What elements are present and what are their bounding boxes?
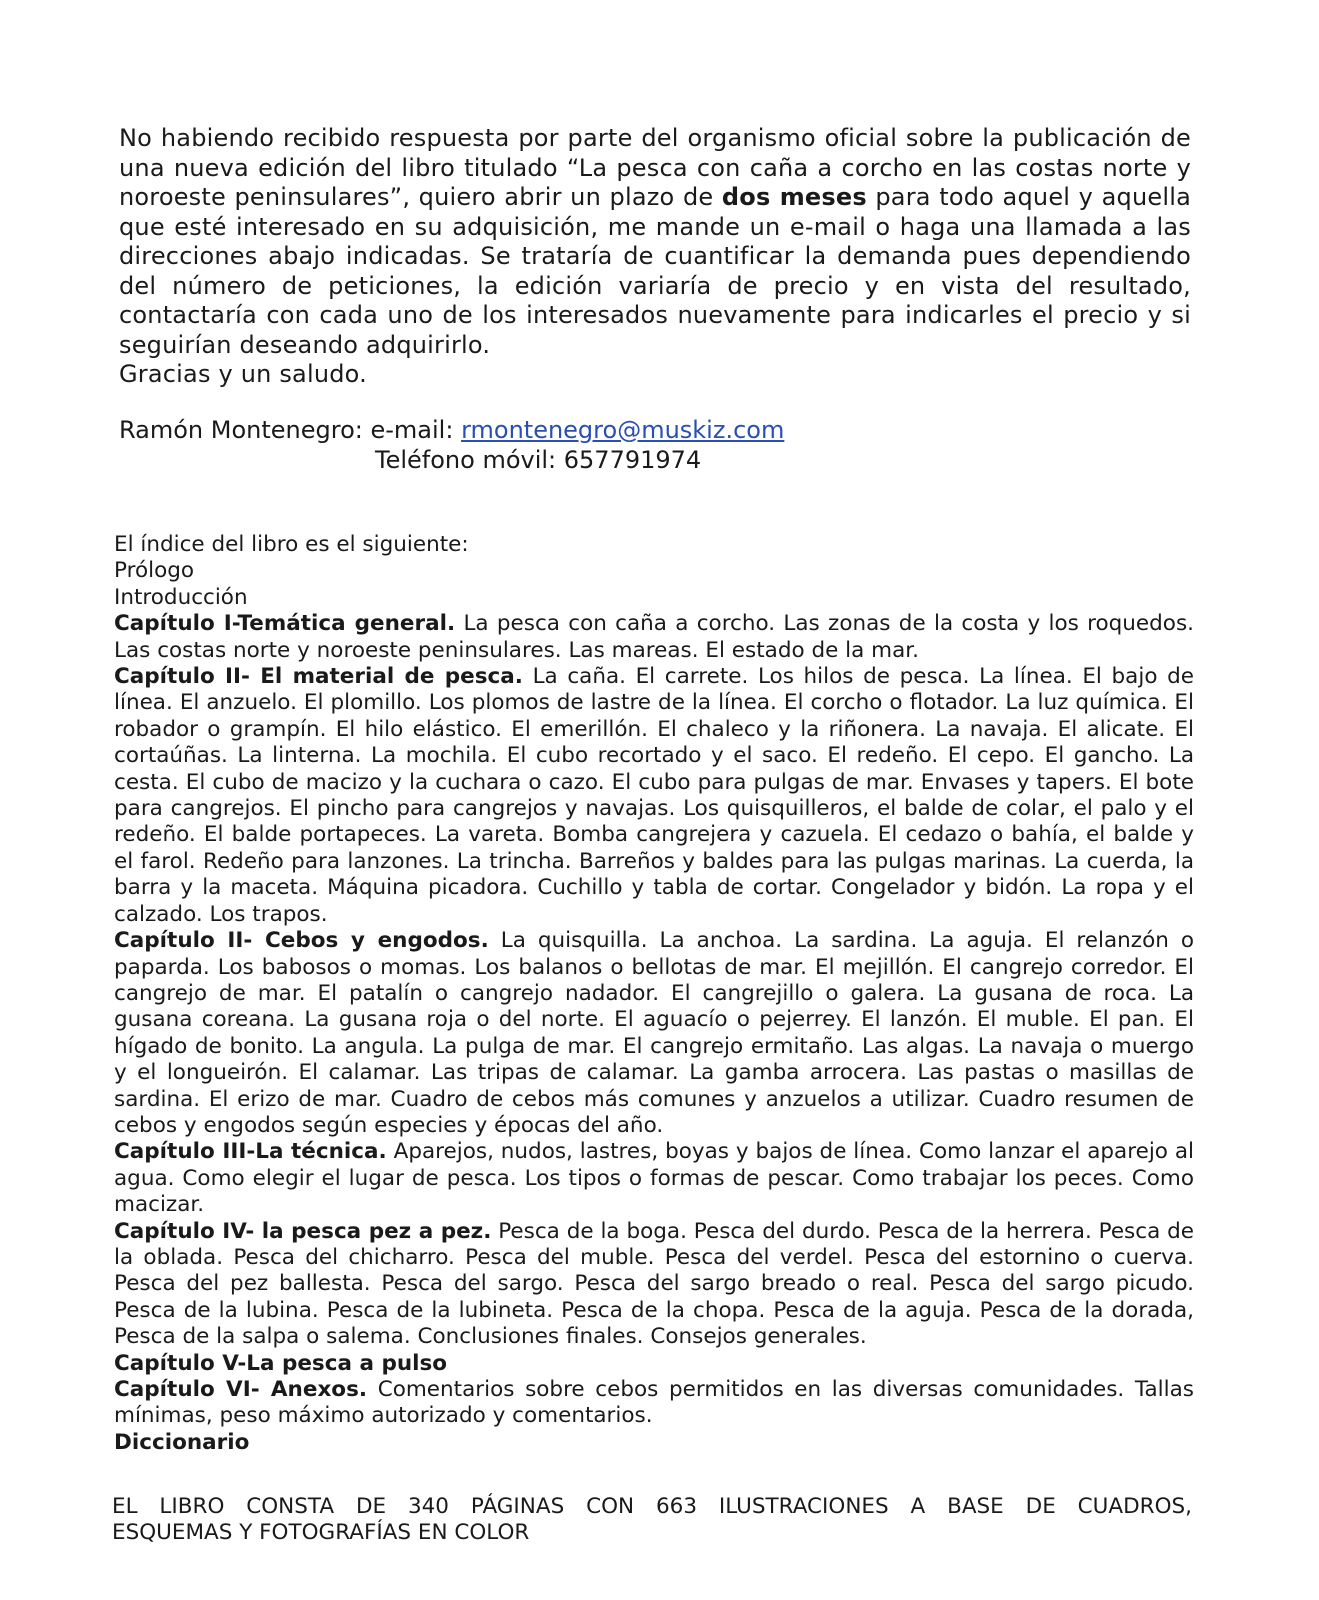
chapter-4 — [114, 1219, 1194, 1351]
chapter-6 — [114, 1377, 1194, 1430]
contact-phone-row — [119, 446, 784, 476]
book-summary — [112, 1494, 1192, 1547]
contact-name-label: Ramón Montenegro: e-mail: — [119, 416, 454, 444]
announcement-intro: No habiendo recibido respuesta por parte del organismo oficial sobre la publicación de una nueva edición del libro titulado “La pesca con caña a corcho en las costas norte y noroeste peninsulares”, quiero abrir un plazo de — [119, 124, 1191, 211]
announcement-paragraph — [119, 124, 1191, 360]
chapter-contents: La pesca con caña a corcho. Las zonas de la costa y los roquedos. Las costas norte y noroeste peninsulares. Las mareas. El estado de la mar. — [114, 611, 1194, 663]
chapter-title: Capítulo III-La técnica. — [114, 1139, 387, 1165]
chapter-2-bait — [114, 928, 1194, 1139]
phone-number: 657791974 — [563, 445, 702, 474]
closing-greeting: Gracias y un saludo. — [119, 360, 367, 388]
summary-line-1: EL LIBRO CONSTA DE 340 PÁGINAS CON 663 ILUSTRACIONES A BASE DE CUADROS, — [112, 1494, 1192, 1519]
phone-label: Teléfono móvil: — [375, 445, 557, 474]
chapter-contents: Aparejos, nudos, lastres, boyas y bajos de línea. Como lanzar el aparejo al agua. Como elegir el lugar de pesca. Los tipos o formas de pescar. Como trabajar los peces. Como macizar. — [114, 1139, 1195, 1218]
chapter-title: Capítulo II- El material de pesca. — [114, 664, 523, 690]
dictionary-entry — [114, 1430, 1194, 1456]
chapter-contents: Pesca de la boga. Pesca del durdo. Pesca de la herrera. Pesca de la oblada. Pesca del chicharro. Pesca del muble. Pesca del verdel. Pesca del estornino o cuerva. Pesca del pez ballesta. Pesca del sargo. Pesca del sargo breado o real. Pesca del sargo picudo. Pesca de la lubina. Pesca de la lubineta. Pesca de la chopa. Pesca de la aguja. Pesca de la dorada, Pesca de la salpa o salema. Conclusiones finales. Consejos generales. — [114, 1218, 1194, 1350]
chapter-1 — [114, 611, 1194, 664]
index-item-prologo: Prólogo — [114, 558, 195, 584]
chapter-title: Capítulo VI- Anexos. — [114, 1377, 368, 1402]
chapter-5 — [114, 1351, 1194, 1377]
book-index — [114, 532, 1194, 1456]
contact-block — [119, 416, 784, 475]
index-item-introduccion: Introducción — [114, 584, 248, 610]
announcement-rest: para todo aquel y aquella que esté interesado en su adquisición, me mande un e-mail o haga una llamada a las direcciones abajo indicadas. Se trataría de cuantificar la demanda pues dependiendo del número de peticiones, la edición variaría de precio y en vista del resultado, contactaría con cada uno de los interesados nuevamente para indicarles el precio y si seguirían deseando adquirirlo. — [119, 183, 1191, 359]
chapter-contents: La quisquilla. La anchoa. La sardina. La aguja. El relanzón o paparda. Los babosos o momas. Los balanos o bellotas de mar. El mejillón. El cangrejo corredor. El cangrejo de mar. El patalín o cangrejo nadador. El cangrejillo o galera. La gusana de roca. La gusana coreana. La gusana roja o del norte. El aguacío o pejerrey. El lanzón. El muble. El pan. El hígado de bonito. La angula. La pulga de mar. El cangrejo ermitaño. Las algas. La navaja o muergo y el longueirón. El calamar. Las tripas de calamar. La gamba arrocera. Las pastas o masillas de sardina. El erizo de mar. Cuadro de cebos más comunes y anzuelos a utilizar. Cuadro resumen de cebos y engodos según especies y épocas del año. — [114, 928, 1194, 1138]
summary-line-2: ESQUEMAS Y FOTOGRAFÍAS EN COLOR — [112, 1520, 530, 1546]
chapter-3 — [114, 1139, 1194, 1218]
announcement-letter — [119, 124, 1191, 390]
chapter-title: Capítulo II- Cebos y engodos. — [114, 928, 489, 954]
chapter-contents: Comentarios sobre cebos permitidos en las diversas comunidades. Tallas mínimas, peso máximo autorizado y comentarios. — [114, 1377, 1194, 1429]
contact-email-row — [119, 416, 784, 446]
index-heading: El índice del libro es el siguiente: — [114, 532, 469, 557]
chapter-contents: La caña. El carrete. Los hilos de pesca. La línea. El bajo de línea. El anzuelo. El plomillo. Los plomos de lastre de la línea. El corcho o flotador. La luz química. El robador o grampín. El hilo elástico. El emerillón. El chaleco y la riñonera. La navaja. El alicate. El cortaúñas. La linterna. La mochila. El cubo recortado y el saco. El redeño. El cepo. El gancho. La cesta. El cubo de macizo y la cuchara o cazo. El cubo para pulgas de mar. Envases y tapers. El bote para cangrejos. El pincho para cangrejos y navajas. Los quisquilleros, el balde de colar, el palo y el redeño. El balde portapeces. La vareta. Bomba cangrejera y cazuela. El cedazo o bahía, el balde y el farol. Redeño para lanzones. La trincha. Barreños y baldes para las pulgas marinas. La cuerda, la barra y la maceta. Máquina picadora. Cuchillo y tabla de cortar. Congelador y bidón. La ropa y el calzado. Los trapos. — [114, 664, 1194, 927]
chapter-2 — [114, 664, 1194, 928]
chapter-title: Capítulo V-La pesca a pulso — [114, 1350, 448, 1376]
chapter-title: Capítulo IV- la pesca pez a pez. — [114, 1218, 492, 1244]
deadline-emphasis: dos meses — [721, 183, 867, 211]
chapter-title: Capítulo I-Temática general. — [114, 611, 456, 637]
dictionary-title: Diccionario — [114, 1429, 250, 1455]
email-link[interactable]: rmontenegro@muskiz.com — [461, 416, 785, 444]
